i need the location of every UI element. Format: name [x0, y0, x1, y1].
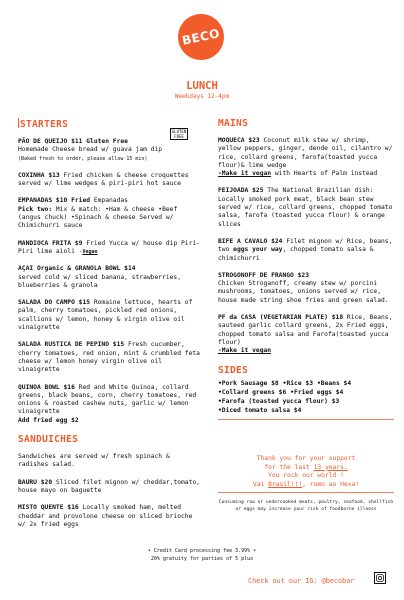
side-item: •Collard greens $6	[218, 388, 287, 396]
item-name: EMPANADAS $10 Fried	[18, 197, 91, 205]
item-pick-desc: Mix & match: •Ham & cheese •Beef (angus chuck) •Spinach & cheese Served w/ Chimichurri sauce	[18, 205, 178, 230]
beco-logo	[174, 10, 229, 65]
divider	[218, 492, 394, 493]
sandwiches-intro: Sandwiches are served w/ fresh spinach & radishes salad.	[18, 453, 170, 469]
menu-item	[18, 341, 202, 374]
item-name: COXINHA $13	[18, 171, 60, 179]
divider	[218, 419, 394, 420]
vegan-desc: with Hearts of Palm instead	[271, 170, 378, 178]
thank-you-note	[218, 455, 394, 489]
side-item: •Farofa (toasted yucca flour) $3	[218, 397, 340, 405]
instagram-icon[interactable]	[374, 572, 386, 584]
item-name: SALADA RUSTICA DE PEPINO $15	[18, 341, 125, 349]
side-item: •Rice $3	[282, 379, 314, 387]
logo-text: BECO	[180, 26, 222, 48]
item-name: PF da CASA (VEGETARIAN PLATE) $18	[218, 314, 344, 322]
menu-subtitle: Weekdays 12-4pm	[174, 93, 230, 100]
make-vegan-label: -Make it vegan	[218, 347, 272, 355]
menu-item	[218, 272, 394, 305]
gratuity-note: 20% gratuity for parties of 5 plus	[150, 555, 254, 562]
menu-item	[218, 314, 394, 355]
sides-list	[218, 379, 394, 416]
thanks-line-1: Thank you for your support	[256, 455, 356, 462]
item-desc-2: , chopped tomato salsa & chimichurri	[218, 246, 374, 262]
make-vegan-label: -Make it vegan	[218, 170, 272, 178]
item-name: AÇAI Organic & GRANOLA BOWL $14	[18, 265, 136, 273]
mains-title: MAINS	[218, 118, 249, 129]
item-name: BAURU $20	[18, 478, 53, 486]
menu-item	[218, 137, 394, 178]
menu-item	[218, 187, 394, 228]
item-name: SALADA DO CAMPO $15	[18, 299, 91, 307]
item-desc: Romaine lettuce, hearts of palm, cherry tomatoes, pickled red onions, scallions w/ lemon, honey & virgin olive oil vinaigrette	[18, 299, 193, 332]
menu-title: LUNCH	[186, 80, 218, 92]
sandwiches-title: SANDUICHES	[18, 434, 79, 446]
item-name: QUINOA BOWL $16	[18, 383, 75, 391]
item-name: BIFE A CAVALO $24	[218, 237, 283, 245]
menu-item	[218, 238, 394, 263]
thanks-line-3: You rock our world !	[268, 472, 344, 479]
item-name: STROGONOFF DE FRANGO $23	[218, 271, 309, 279]
item-desc: Empanadas	[90, 197, 128, 205]
side-item: •Pork Sausage $8	[218, 379, 279, 387]
item-name: PÃO DE QUEIJO $11 Gluten Free	[18, 138, 128, 145]
menu-item	[18, 504, 202, 529]
side-item: •Beans $4	[317, 379, 352, 387]
item-extra: Add fried egg $2	[18, 416, 79, 424]
thanks-line-2: for the last 13 years.	[264, 463, 348, 471]
item-desc: Homemade Cheese bread w/ guava jam dip	[18, 146, 163, 154]
item-desc: Filet mignon w/ Rice, beans, two	[218, 237, 393, 254]
gluten-free-badge-icon: GLUTEN FREE	[171, 129, 187, 139]
fees-note	[0, 548, 404, 563]
instagram-link[interactable]: Check out our IG: @becobar	[248, 577, 355, 585]
starters-title-text: STARTERS	[20, 119, 69, 130]
sides-row	[218, 388, 394, 397]
item-desc: Chicken Stroganoff, creamy stew w/ porcini mushrooms, tomatoes, onions served w/ rice, house made string shoe fries and green salad.	[218, 280, 389, 304]
side-item: •Fried eggs $4	[290, 388, 344, 396]
item-desc: Sliced filet mignon w/ cheddar,tomato, house mayo on baguette	[18, 478, 200, 494]
left-column	[18, 118, 202, 538]
item-desc: Fresh cucumber, cherry tomatoes, red onion, mint & crumbled feta cheese w/ lemon honey virgin olive oil vinaigrette	[18, 341, 200, 374]
thanks-line-4: Vai Brasil!!!, rumo ao Hexa!	[252, 480, 360, 488]
item-desc: Red and White Quinoa, collard greens, black beans, corn, cherry tomatoes, red onions & roasted cashew nuts, garlic w/ lemon vinaigrette	[18, 383, 197, 416]
item-desc: served cold w/ sliced banana, strawberries, blueberries & granola	[18, 273, 182, 289]
item-desc: Rice, Beans, sauteed garlic collard greens, 2x Fried eggs, chopped tomato salsa and Farofa(toasted yucca flour)	[218, 314, 393, 346]
right-column	[218, 118, 394, 426]
item-name: MOQUECA $23	[218, 137, 260, 144]
credit-card-fee: • Credit Card processing fee 3.99% •	[147, 548, 257, 554]
sides-row	[218, 397, 394, 406]
item-desc: The National Brazilian dish: Locally smoked pork meat, black bean stew served w/ rice, collard greens, chopped tomato salsa, farofa (toasted yucca flour) & orange slices	[218, 187, 393, 228]
side-item: •Diced tomato salsa $4	[218, 406, 302, 414]
menu-item	[18, 479, 202, 496]
vegan-tag: Vegan	[82, 248, 98, 255]
item-name: MANDIOCA FRITA $9	[18, 239, 83, 247]
item-desc: Fried chicken & cheese croquettes served w/ lime wedges & piri-piri hot sauce	[18, 171, 189, 188]
sides-row	[218, 379, 394, 388]
item-desc-bold: eggs your way	[233, 246, 283, 254]
menu-item	[18, 129, 202, 163]
instagram-glyph-icon	[376, 574, 384, 582]
sides-row	[218, 406, 394, 415]
menu-item	[18, 384, 202, 425]
item-note: (Baked fresh to order, please allow 15 min)	[18, 155, 148, 162]
item-desc: Fried Yucca w/ house dip Piri-Piri lime aioli -	[18, 239, 200, 255]
menu-item	[18, 265, 202, 290]
food-safety-warning: Consuming raw or undercooked meats, poultry, seafood, shellfish or eggs may increase your risk of foodborne illness	[218, 500, 394, 512]
item-name: FEIJOADA $25	[218, 187, 264, 195]
menu-item	[18, 172, 202, 189]
item-name: MISTO QUENTE $16	[18, 504, 79, 512]
menu-item	[18, 197, 202, 230]
sides-title: SIDES	[218, 364, 249, 376]
item-desc: Coconut milk stew w/ shrimp, yellow peppers, ginger, dende oil, cilantro w/ rice, collard greens, farofa(toasted yucca flour)& lime wedge	[218, 137, 393, 169]
text-cursor-icon	[18, 118, 19, 128]
menu-item	[18, 299, 202, 332]
menu-item	[18, 240, 202, 257]
item-desc: Locally smoked ham, melted cheddar and provolone cheese on sliced brioche w/ 2x fried eggs	[18, 504, 193, 528]
item-pick: Pick two:	[18, 205, 53, 213]
